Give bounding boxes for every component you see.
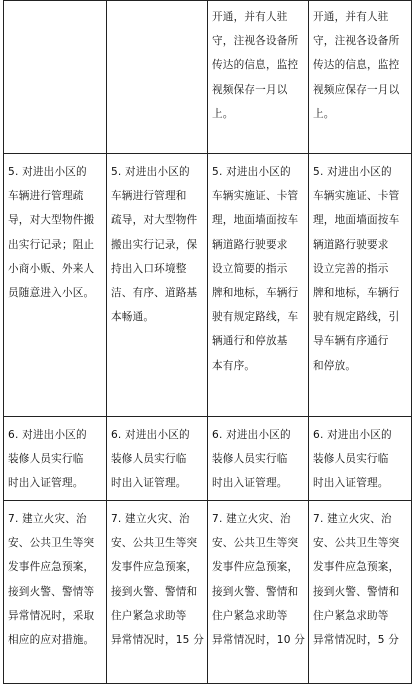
cell-text-line: 导，对大型物件搬 xyxy=(8,214,95,227)
cell-text-line: 传达的信息，监控 xyxy=(212,59,299,72)
cell-text-line: 6. 对进出小区的 xyxy=(110,429,190,441)
cell-text-line: 住户紧急求助等 xyxy=(110,609,187,622)
cell-text-line: 视频保存一月以 xyxy=(212,83,288,96)
cell-text-line: 员随意进入小区。 xyxy=(8,287,95,300)
table-cell xyxy=(4,154,107,417)
cell-text-line: 接到火警、警情等 xyxy=(8,585,95,598)
table-cell xyxy=(309,1,412,154)
cell-text-line: 守，注视各设备所 xyxy=(313,35,400,48)
cell-text-line: 车辆实施证、卡管 xyxy=(313,190,400,203)
table-cell xyxy=(208,154,309,417)
table-row xyxy=(4,501,412,684)
cell-text-line: 时出入证管理。 xyxy=(8,477,84,490)
cell-text-line: 车辆进行管理疏 xyxy=(8,190,84,203)
cell-text-line: 辆通行和停放基 xyxy=(212,335,288,348)
cell-text-line: 发事件应急预案， xyxy=(313,561,400,574)
cell-text-line: 装修人员实行临 xyxy=(110,453,187,466)
cell-text-line: 5. 对进出小区的 xyxy=(313,166,392,178)
cell-text-line: 7. 建立火灾、治 xyxy=(212,513,291,525)
cell-text-line: 6. 对进出小区的 xyxy=(313,429,392,441)
cell-text-line: 开通，并有人驻 xyxy=(313,11,389,23)
cell-text-line: 理，地面墙面按车 xyxy=(313,214,400,227)
cell-text-line: 5. 对进出小区的 xyxy=(212,166,291,178)
cell-text-line: 7. 建立火灾、治 xyxy=(8,513,87,525)
table-cell xyxy=(106,417,207,501)
cell-text-line: 持出入口环境整 xyxy=(110,262,187,275)
cell-text-line: 5. 对进出小区的 xyxy=(8,166,87,178)
cell-text-line: 本有序。 xyxy=(212,359,256,372)
cell-text-line: 传达的信息，监控 xyxy=(313,59,400,72)
table-cell xyxy=(4,417,107,501)
cell-text-line: 视频应保存一月以 xyxy=(313,83,400,96)
cell-text-line: 上。 xyxy=(212,107,234,120)
cell-text-line: 牌和地标，车辆行 xyxy=(313,287,400,300)
table-cell xyxy=(208,417,309,501)
cell-text-line: 异常情况时，5 分 xyxy=(313,634,400,647)
table-cell xyxy=(208,1,309,154)
document-page xyxy=(3,0,412,684)
cell-text-line: 时出入证管理。 xyxy=(212,477,288,490)
cell-text-line: 设立简要的指示 xyxy=(212,262,288,275)
cell-text-line: 驶有规定路线，引 xyxy=(313,311,400,324)
cell-text-line: 守，注视各设备所 xyxy=(212,35,299,48)
cell-text-line: 小商小贩、外来人 xyxy=(8,262,95,275)
cell-text-line: 辆道路行驶要求 xyxy=(313,238,389,251)
cell-text-line: 装修人员实行临 xyxy=(212,453,288,466)
cell-text-line: 疏导，对大型物件 xyxy=(110,214,198,227)
cell-text-line: 装修人员实行临 xyxy=(313,453,389,466)
cell-text-line: 6. 对进出小区的 xyxy=(212,429,291,441)
table-cell xyxy=(106,1,207,154)
cell-text-line: 驶有规定路线，车 xyxy=(212,311,299,324)
cell-text-line: 时出入证管理。 xyxy=(110,477,187,490)
table-cell xyxy=(106,501,207,684)
table-cell xyxy=(106,154,207,417)
cell-text-line: 导车辆有序通行 xyxy=(313,335,389,348)
cell-text-line: 住户紧急求助等 xyxy=(212,609,288,622)
table-row xyxy=(4,1,412,154)
table-cell xyxy=(208,501,309,684)
cell-text-line: 异常情况时，15 分 xyxy=(110,634,204,647)
cell-text-line: 接到火警、警情和 xyxy=(110,585,198,598)
cell-text-line: 发事件应急预案， xyxy=(110,561,198,574)
service-standard-table xyxy=(3,0,412,684)
cell-text-line: 车辆进行管理和 xyxy=(110,190,187,203)
cell-text-line: 车辆实施证、卡管 xyxy=(212,190,299,203)
cell-text-line: 理，地面墙面按车 xyxy=(212,214,299,227)
table-row xyxy=(4,154,412,417)
cell-text-line: 安、公共卫生等突 xyxy=(313,537,400,550)
cell-text-line: 住户紧急求助等 xyxy=(313,609,389,622)
cell-text-line: 发事件应急预案， xyxy=(212,561,299,574)
cell-text-line: 异常情况时，采取 xyxy=(8,609,95,622)
cell-text-line: 本畅通。 xyxy=(110,311,155,324)
cell-text-line: 出实行记录；阻止 xyxy=(8,238,95,251)
table-cell xyxy=(4,501,107,684)
cell-text-line: 7. 建立火灾、治 xyxy=(313,513,392,525)
table-cell xyxy=(309,154,412,417)
cell-text-line: 7. 建立火灾、治 xyxy=(110,513,190,525)
cell-text-line: 装修人员实行临 xyxy=(8,453,84,466)
cell-text-line: 安、公共卫生等突 xyxy=(8,537,95,550)
cell-text-line: 辆道路行驶要求 xyxy=(212,238,288,251)
cell-text-line: 时出入证管理。 xyxy=(313,477,389,490)
cell-text-line: 异常情况时，10 分 xyxy=(212,634,306,647)
cell-text-line: 接到火警、警情和 xyxy=(212,585,299,598)
cell-text-line: 设立完善的指示 xyxy=(313,262,389,275)
cell-text-line: 发事件应急预案， xyxy=(8,561,95,574)
cell-text-line: 6. 对进出小区的 xyxy=(8,429,87,441)
cell-text-line: 安、公共卫生等突 xyxy=(110,537,198,550)
cell-text-line: 相应的应对措施。 xyxy=(8,634,95,647)
cell-text-line: 接到火警、警情和 xyxy=(313,585,400,598)
table-cell xyxy=(309,501,412,684)
cell-text-line: 搬出实行记录，保 xyxy=(110,238,198,251)
cell-text-line: 洁、有序、道路基 xyxy=(110,287,198,300)
cell-text-line: 牌和地标，车辆行 xyxy=(212,287,299,300)
cell-text-line: 和停放。 xyxy=(313,359,357,372)
cell-text-line: 开通，并有人驻 xyxy=(212,11,288,23)
table-cell xyxy=(4,1,107,154)
cell-text-line: 5. 对进出小区的 xyxy=(110,166,190,178)
table-cell xyxy=(309,417,412,501)
cell-text-line: 上。 xyxy=(313,107,335,120)
cell-text-line: 安、公共卫生等突 xyxy=(212,537,299,550)
table-row xyxy=(4,417,412,501)
